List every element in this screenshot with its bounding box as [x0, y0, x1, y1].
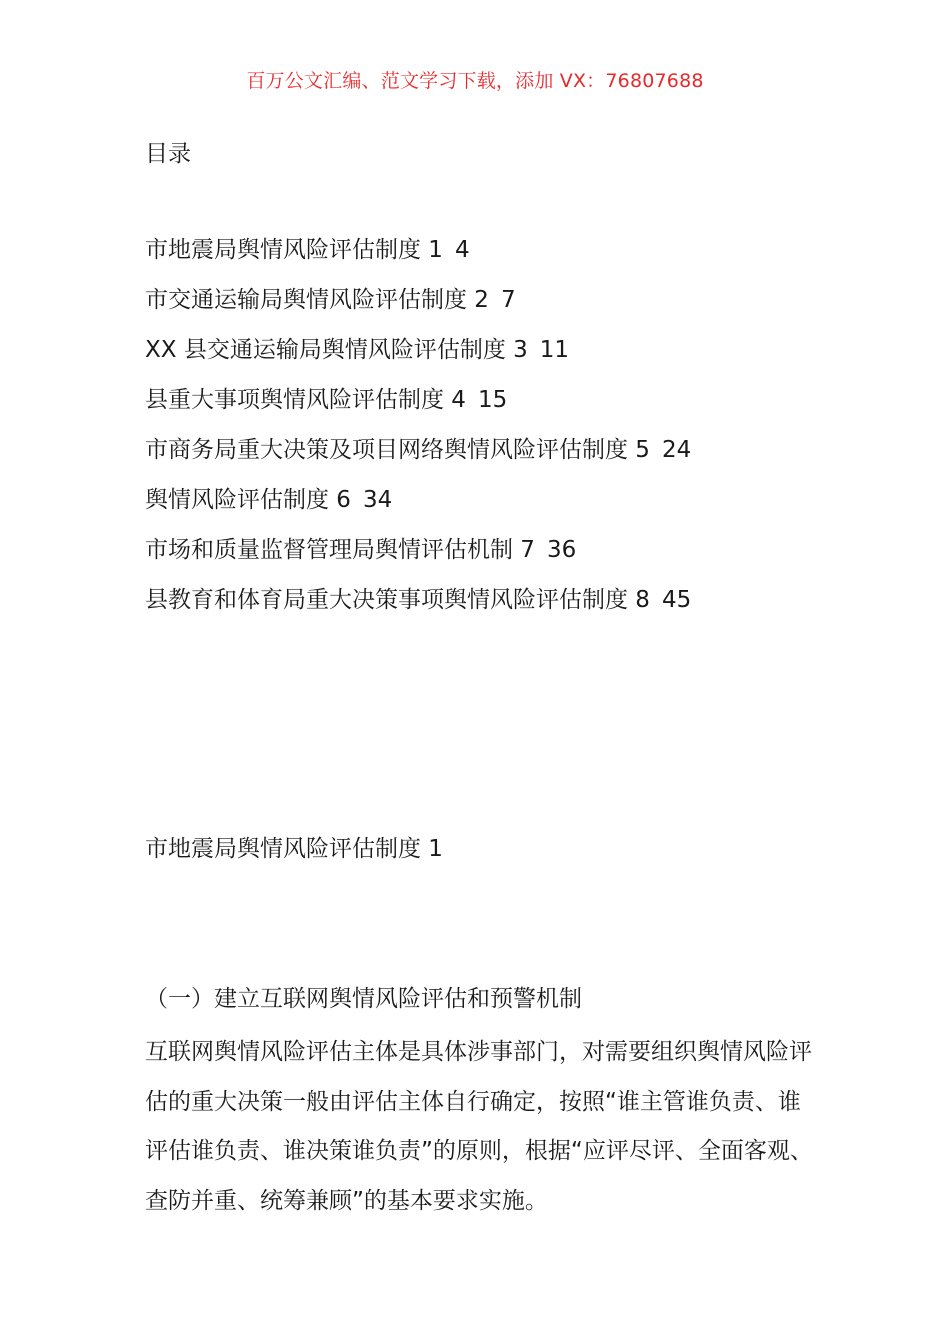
- toc-entry-label: XX 县交通运输局舆情风险评估制度 3: [145, 337, 528, 363]
- section-subheading: （一）建立互联网舆情风险评估和预警机制: [145, 986, 582, 1012]
- toc-entry[interactable]: [145, 331, 691, 381]
- toc-entry-label: 市地震局舆情风险评估制度 1: [145, 237, 443, 263]
- toc-entry-page: 24: [661, 437, 692, 463]
- toc-entry[interactable]: [145, 381, 691, 431]
- toc-title: 目录: [145, 141, 191, 167]
- toc-entry-label: 市商务局重大决策及项目网络舆情风险评估制度 5: [145, 437, 650, 463]
- toc-entry-page: 34: [362, 487, 393, 513]
- toc-entry[interactable]: [145, 231, 691, 281]
- toc-entry[interactable]: [145, 431, 691, 481]
- toc-entry-page: 15: [477, 387, 508, 413]
- toc-entry-page: 36: [546, 537, 577, 563]
- toc-entry-page: 11: [539, 337, 570, 363]
- toc-entry-page: 4: [454, 237, 470, 263]
- table-of-contents: [145, 231, 691, 631]
- body-paragraph: 互联网舆情风险评估主体是具体涉事部门，对需要组织舆情风险评估的重大决策一般由评估主体自行确定，按照“谁主管谁负责、谁评估谁负责、谁决策谁负责”的原则，根据“应评尽评、全面客观、查防并重、统筹兼顾”的基本要求实施。: [145, 1039, 813, 1214]
- toc-entry[interactable]: [145, 281, 691, 331]
- toc-entry-label: 县重大事项舆情风险评估制度 4: [145, 387, 466, 413]
- toc-entry-label: 市交通运输局舆情风险评估制度 2: [145, 287, 489, 313]
- toc-entry[interactable]: [145, 531, 691, 581]
- toc-entry-page: 7: [500, 287, 516, 313]
- toc-entry-label: 市场和质量监督管理局舆情评估机制 7: [145, 537, 535, 563]
- toc-entry-label: 舆情风险评估制度 6: [145, 487, 351, 513]
- header-banner: 百万公文汇编、范文学习下载，添加 VX：76807688: [246, 70, 704, 92]
- toc-entry-label: 县教育和体育局重大决策事项舆情风险评估制度 8: [145, 587, 650, 613]
- toc-entry-page: 45: [661, 587, 692, 613]
- section-title: 市地震局舆情风险评估制度 1: [145, 836, 443, 862]
- toc-entry[interactable]: [145, 481, 691, 531]
- toc-entry[interactable]: [145, 581, 691, 631]
